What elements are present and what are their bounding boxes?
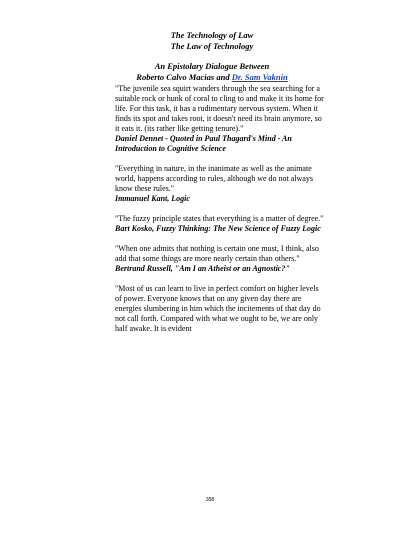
quote-text: "Most of us can learn to live in perfect comfort on higher levels of power. Everyone knows that on any given day there are energies slumbering in him which the incitements of that day do not call forth. Compared with what we ought to be, we are only half awake. It is evident: [115, 284, 321, 333]
quote-text: "When one admits that nothing is certain one must, I think, also add that some things are more nearly certain than others.": [115, 244, 319, 263]
quote-text: "Everything in nature, in the inanimate as well as the animate world, happens according to rules, although we do not always know these rules.": [115, 164, 313, 193]
subtitle-authors-prefix: Roberto Calvo Macias and: [136, 71, 232, 82]
title-line-2: The Law of Technology: [170, 40, 254, 51]
quote-source: Daniel Dennet - Quoted in Paul Thagard's Mind - An Introduction to Cognitive Science: [115, 134, 292, 153]
author-link[interactable]: Dr. Sam Vaknin: [231, 71, 288, 82]
quote-text: "The fuzzy principle states that everything is a matter of degree.": [115, 214, 324, 223]
subtitle-line-2: [100, 72, 324, 83]
quote-block: [115, 284, 325, 334]
quote-block: [115, 244, 325, 274]
title-block: [100, 30, 324, 82]
quote-block: [115, 84, 325, 154]
quote-source: Immanuel Kant, Logic: [115, 194, 190, 203]
title-line-1: The Technology of Law: [170, 30, 254, 40]
subtitle-line-1: An Epistolary Dialogue Between: [154, 61, 270, 71]
quote-block: [115, 214, 325, 234]
quote-text: "The juvenile sea squirt wanders through the sea searching for a suitable rock or hunk of coral to cling to and make it its home for life. For this task, it has a rudimentary nervous system. When it finds its spot and takes root, it doesn't need its brain anymore, so it eats it. (its rather like getting tenure).": [115, 84, 324, 133]
title-gap: [100, 51, 324, 61]
page-number: 358: [205, 497, 215, 503]
quote-source: Bertrand Russell, "Am I an Atheist or an Agnostic?": [115, 264, 290, 273]
quote-block: [115, 164, 325, 204]
quotes-section: [115, 84, 325, 344]
quote-source: Bart Kosko, Fuzzy Thinking: The New Science of Fuzzy Logic: [115, 224, 321, 233]
